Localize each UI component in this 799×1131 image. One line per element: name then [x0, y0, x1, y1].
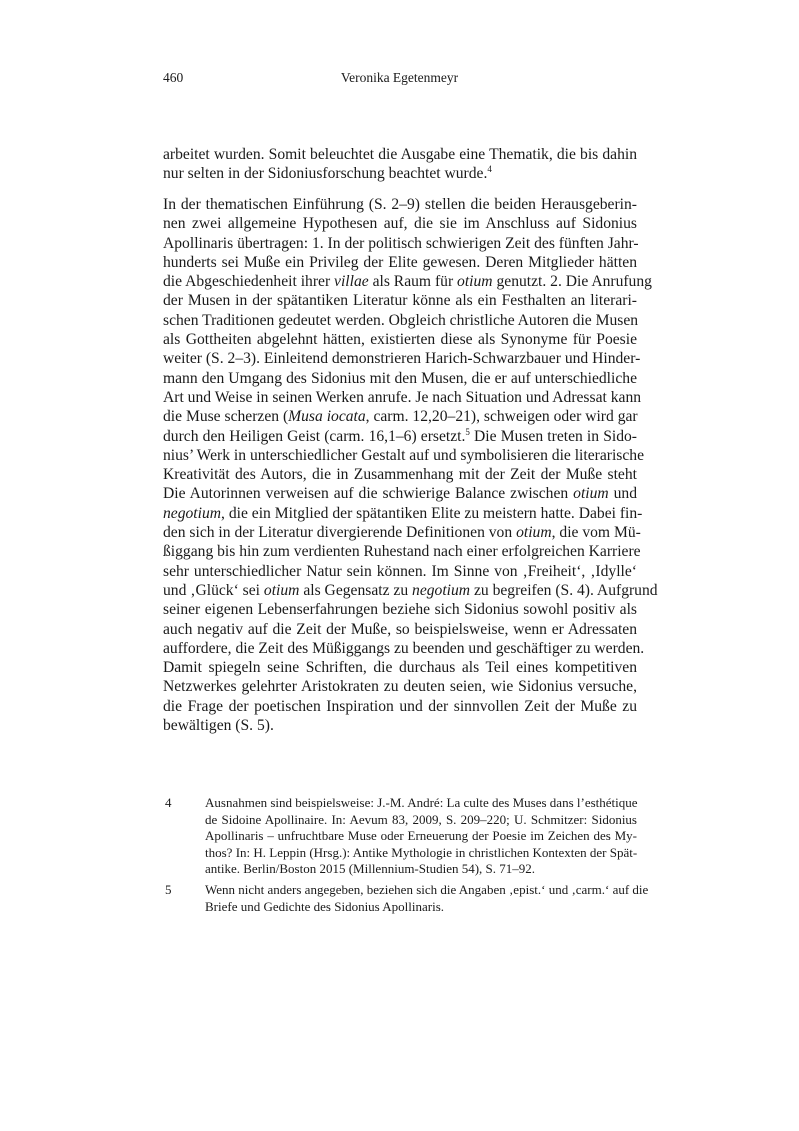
text-line — [163, 388, 642, 407]
text-run: seiner eigenen Lebenserfahrungen beziehe sich Sidonius sowohl positiv als — [163, 601, 637, 619]
text-run: schen Traditionen gedeutet werden. Obgleich christliche Autoren die Musen — [163, 311, 639, 329]
text-line — [163, 330, 637, 349]
footnote-line: Apollinaris – unfruchtbare Muse oder Erneuerung der Poesie im Zeichen des My- — [205, 828, 637, 844]
italic-text: negotium — [412, 581, 471, 599]
text-line — [163, 234, 637, 253]
footnote-ref: 4 — [487, 164, 492, 175]
footnote-line: thos? In: H. Leppin (Hrsg.): Antike Mythologie in christlichen Kontexten der Spät- — [205, 844, 638, 860]
paragraph-2 — [163, 195, 658, 735]
text-line — [163, 272, 652, 291]
text-line — [163, 214, 637, 233]
text-run: Netzwerkes gelehrter Aristokraten zu deuten seien, wie Sidonius versuche, — [163, 678, 637, 696]
text-run: , die vom Mü- — [551, 524, 641, 542]
text-run: Art und Weise in seinen Werken anrufe. Je nach Situation und Adressat kann — [163, 388, 642, 406]
text-run: bewältigen (S. 5). — [163, 717, 274, 735]
text-run: ßiggang bis hin zum verdienten Ruhestand nach einer erfolgreichen Karriere — [163, 543, 641, 561]
italic-text: otium — [263, 581, 300, 599]
text-run: mann den Umgang des Sidonius mit den Musen, die er auf unterschiedliche — [163, 369, 637, 387]
text-run: die Abgeschiedenheit ihrer — [163, 273, 335, 291]
italic-text: negotium — [163, 504, 222, 522]
text-run: weiter (S. 2–3). Einleitend demonstrieren Harich-Schwarzbauer und Hinder- — [163, 350, 641, 368]
text-line — [163, 427, 637, 446]
footnote-line: Wenn nicht anders angegeben, beziehen sich die Angaben ‚epist.‘ und ‚carm.‘ auf die — [205, 882, 649, 897]
text-line — [163, 164, 637, 183]
text-run: Kreativität des Autors, die in Zusammenhang mit der Zeit der Muße steht — [163, 466, 637, 484]
text-run: In der thematischen Einführung (S. 2–9) stellen die beiden Herausgeberin- — [163, 196, 637, 213]
italic-text: otium — [457, 273, 493, 291]
text-run: und ‚Glück‘ sei — [163, 581, 264, 599]
text-line — [163, 465, 637, 484]
text-run: Die Musen treten in Sido- — [469, 427, 637, 445]
text-run: die Frage der poetischen Inspiration und der sinnvollen Zeit der Muße zu — [163, 697, 637, 715]
footnote-text — [205, 795, 637, 878]
text-line — [163, 291, 637, 310]
text-line — [163, 542, 641, 561]
text-run: Die Autorinnen verweisen auf die schwierige Balance zwischen — [163, 485, 574, 503]
text-line — [163, 446, 644, 465]
footnote-number: 5 — [165, 882, 172, 897]
footnote-line: de Sidoine Apollinaire. In: Aevum 83, 2009, S. 209–220; U. Schmitzer: Sidonius — [205, 811, 637, 827]
text-run: sehr unterschiedlicher Natur sein können. Im Sinne von ‚Freiheit‘, ‚Idylle‘ — [163, 562, 637, 580]
text-run: nius’ Werk in unterschiedlicher Gestalt auf und symbolisieren die literarische — [163, 446, 644, 464]
text-line — [163, 145, 637, 164]
italic-text: villae — [334, 273, 369, 291]
text-run: hunderts sei Muße ein Privileg der Elite gewesen. Deren Mitglieder hätten — [163, 253, 637, 271]
text-run: als Gottheiten abgelehnt hätten, existierten diese als Synonyme für Poesie — [163, 331, 637, 349]
text-run: genutzt. 2. Die Anrufung — [492, 273, 652, 291]
text-run: arbeitet wurden. Somit beleuchtet die Ausgabe eine Thematik, die bis dahin — [163, 146, 637, 163]
text-run: auffordere, die Zeit des Müßiggangs zu beenden und geschäftiger zu werden. — [163, 639, 645, 657]
text-run: Apollinaris übertragen: 1. In der politisch schwierigen Zeit des fünften Jahr- — [163, 234, 639, 252]
text-run: nen zwei allgemeine Hypothesen auf, die sie im Anschluss auf Sidonius — [163, 215, 637, 233]
text-line — [163, 253, 637, 272]
text-run: zu begreifen (S. 4). Aufgrund — [470, 581, 658, 599]
text-run: , carm. 12,20–21), schweigen oder wird gar — [365, 408, 638, 426]
footnote-line: Briefe und Gedichte des Sidonius Apollinaris. — [205, 898, 445, 914]
text-run: nur selten in der Sidoniusforschung beachtet wurde. — [163, 165, 488, 183]
italic-text: otium — [516, 524, 552, 542]
text-line — [163, 523, 641, 542]
text-line — [163, 697, 637, 716]
text-line — [163, 311, 637, 330]
text-line — [163, 195, 637, 214]
footnote-line: antike. Berlin/Boston 2015 (Millennium-Studien 54), S. 71–92. — [205, 861, 536, 877]
text-run: auch negativ auf die Zeit der Muße, so beispielsweise, wenn er Adressaten — [163, 620, 637, 638]
text-line — [163, 504, 643, 523]
text-run: der Musen in der spätantiken Literatur könne als ein Festhalten an literari- — [163, 292, 637, 310]
footnote-ref: 5 — [465, 426, 470, 437]
text-line — [163, 369, 637, 388]
text-line — [163, 639, 645, 658]
text-run: , die ein Mitglied der spätantiken Elite zu meistern hatte. Dabei fin- — [221, 504, 643, 522]
text-run: Damit spiegeln seine Schriften, die durchaus als Teil eines kompetitiven — [163, 659, 637, 677]
text-run: als Gegensatz zu — [299, 581, 413, 599]
text-run: durch den Heiligen Geist (carm. 16,1–6) ersetzt. — [163, 427, 466, 445]
text-run: den sich in der Literatur divergierende Definitionen von — [163, 524, 517, 542]
page-number: 460 — [163, 70, 184, 85]
paragraph-1 — [163, 145, 637, 184]
text-line — [163, 600, 637, 619]
italic-text: Musa iocata — [288, 408, 366, 426]
text-line — [163, 716, 637, 735]
text-line — [163, 349, 641, 368]
footnote-text — [205, 882, 649, 915]
text-line — [163, 562, 637, 581]
running-head: Veronika Egetenmeyr — [340, 70, 459, 85]
text-line — [163, 620, 637, 639]
italic-text: otium — [573, 485, 609, 503]
text-line — [163, 677, 637, 696]
footnote-line: Ausnahmen sind beispielsweise: J.-M. André: La culte des Muses dans l’esthétique — [205, 795, 638, 810]
text-line — [163, 658, 637, 677]
footnote-number: 4 — [165, 795, 172, 810]
text-line — [163, 407, 637, 426]
text-run: die Muse scherzen ( — [163, 408, 289, 426]
text-run: und — [608, 485, 637, 503]
text-run: als Raum für — [368, 273, 458, 291]
text-line — [163, 484, 637, 503]
text-line — [163, 581, 658, 600]
